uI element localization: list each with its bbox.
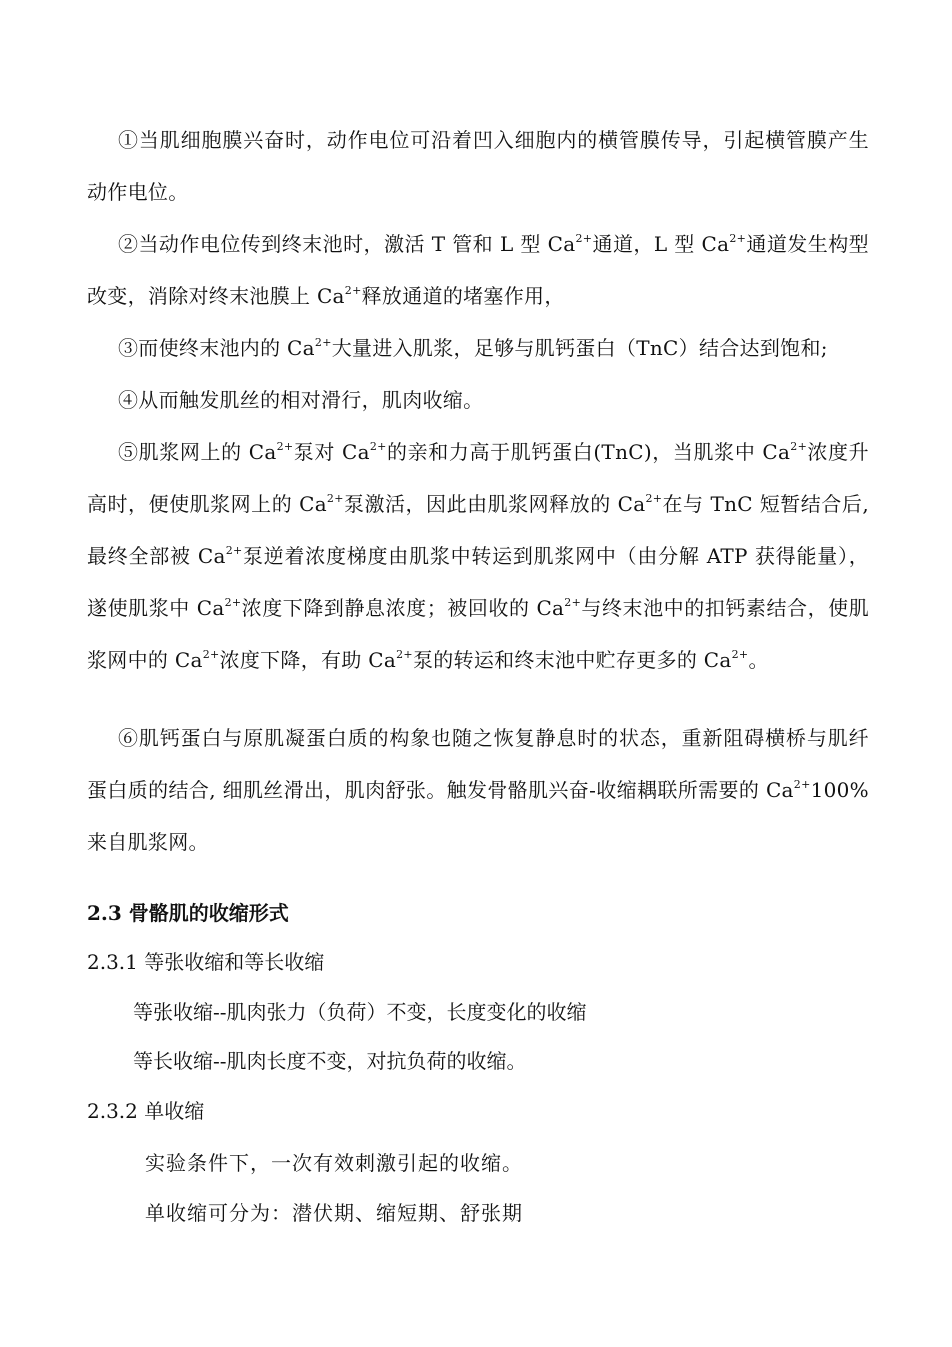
text-run: 与终末池中的扣钙素结合，使肌浆网中的 Ca: [87, 596, 870, 672]
paragraph-1: [87, 114, 869, 218]
text-run: ③而使终末池内的 Ca: [118, 336, 315, 360]
text-run: 浓度升高时，便使肌浆网上的 Ca: [87, 440, 869, 516]
superscript: 2+: [729, 232, 747, 245]
superscript: 2+: [575, 232, 593, 245]
text-run: ②当动作电位传到终末池时，激活 T 管和 L 型 Ca: [118, 232, 576, 256]
superscript: 2+: [645, 492, 663, 505]
superscript: 2+: [344, 284, 362, 297]
text-run: 大量进入肌浆，足够与肌钙蛋白（TnC）结合达到饱和;: [331, 336, 828, 360]
text-run: 浓度下降，有助 Ca: [219, 648, 397, 672]
superscript: 2+: [731, 648, 749, 661]
section-heading: 2.3 骨骼肌的收缩形式: [87, 901, 289, 925]
text-run: 泵激活，因此由肌浆网释放的 Ca: [343, 492, 646, 516]
superscript: 2+: [326, 492, 344, 505]
subsection-title-1: 2.3.1 等张收缩和等长收缩: [87, 950, 325, 974]
text-run: ⑥肌钙蛋白与原肌凝蛋白质的构象也随之恢复静息时的状态，重新阻碍横桥与肌纤蛋白质的结合, 细肌丝滑出，肌肉舒张。触发骨骼肌兴奋-收缩耦联所需要的 Ca: [87, 726, 869, 802]
superscript: 2+: [793, 778, 811, 791]
paragraph-6: [87, 712, 869, 868]
single-twitch-definition: 实验条件下，一次有效刺激引起的收缩。: [145, 1151, 523, 1175]
text-run: 泵对 Ca: [293, 440, 370, 464]
paragraph-4: [87, 374, 869, 426]
superscript: 2+: [276, 440, 294, 453]
paragraph-3: [87, 322, 869, 374]
text-run: 通道发生构型改变，消除对终末池膜上 Ca: [87, 232, 869, 308]
paragraph-2: [87, 218, 869, 322]
text-run: 泵的转运和终末池中贮存更多的 Ca: [412, 648, 732, 672]
superscript: 2+: [314, 336, 332, 349]
paragraph-5: [87, 426, 869, 686]
text-run: 的亲和力高于肌钙蛋白(TnC)，当肌浆中 Ca: [386, 440, 791, 464]
text-run: 在与 TnC 短暂结合后,最终全部被 Ca: [87, 492, 870, 568]
paragraph-4-text: ④从而触发肌丝的相对滑行，肌肉收缩。: [118, 388, 484, 412]
text-run: 释放通道的堵塞作用，: [361, 284, 565, 308]
superscript: 2+: [564, 596, 582, 609]
text-run: ⑤肌浆网上的 Ca: [118, 440, 277, 464]
text-run: 。: [748, 648, 769, 672]
single-twitch-phases: 单收缩可分为：潜伏期、缩短期、舒张期: [145, 1201, 523, 1225]
text-run: 浓度下降到静息浓度；被回收的 Ca: [241, 596, 565, 620]
superscript: 2+: [396, 648, 413, 661]
superscript: 2+: [225, 544, 243, 557]
superscript: 2+: [790, 440, 808, 453]
paragraph-1-text: ①当肌细胞膜兴奋时，动作电位可沿着凹入细胞内的横管膜传导，引起横管膜产生动作电位。: [87, 128, 869, 204]
text-run: 通道，L 型 Ca: [592, 232, 730, 256]
definition-isometric: 等长收缩--肌肉长度不变，对抗负荷的收缩。: [133, 1049, 527, 1073]
text-run: 泵逆着浓度梯度由肌浆中转运到肌浆网中（由分解 ATP 获得能量），遂使肌浆中 Ca: [87, 544, 870, 620]
superscript: 2+: [369, 440, 387, 453]
subsection-title-2: 2.3.2 单收缩: [87, 1099, 205, 1123]
superscript: 2+: [202, 648, 220, 661]
definition-isotonic: 等张收缩--肌肉张力（负荷）不变，长度变化的收缩: [133, 1000, 587, 1024]
text-run: 100%来自肌浆网。: [87, 778, 869, 854]
superscript: 2+: [224, 596, 242, 609]
